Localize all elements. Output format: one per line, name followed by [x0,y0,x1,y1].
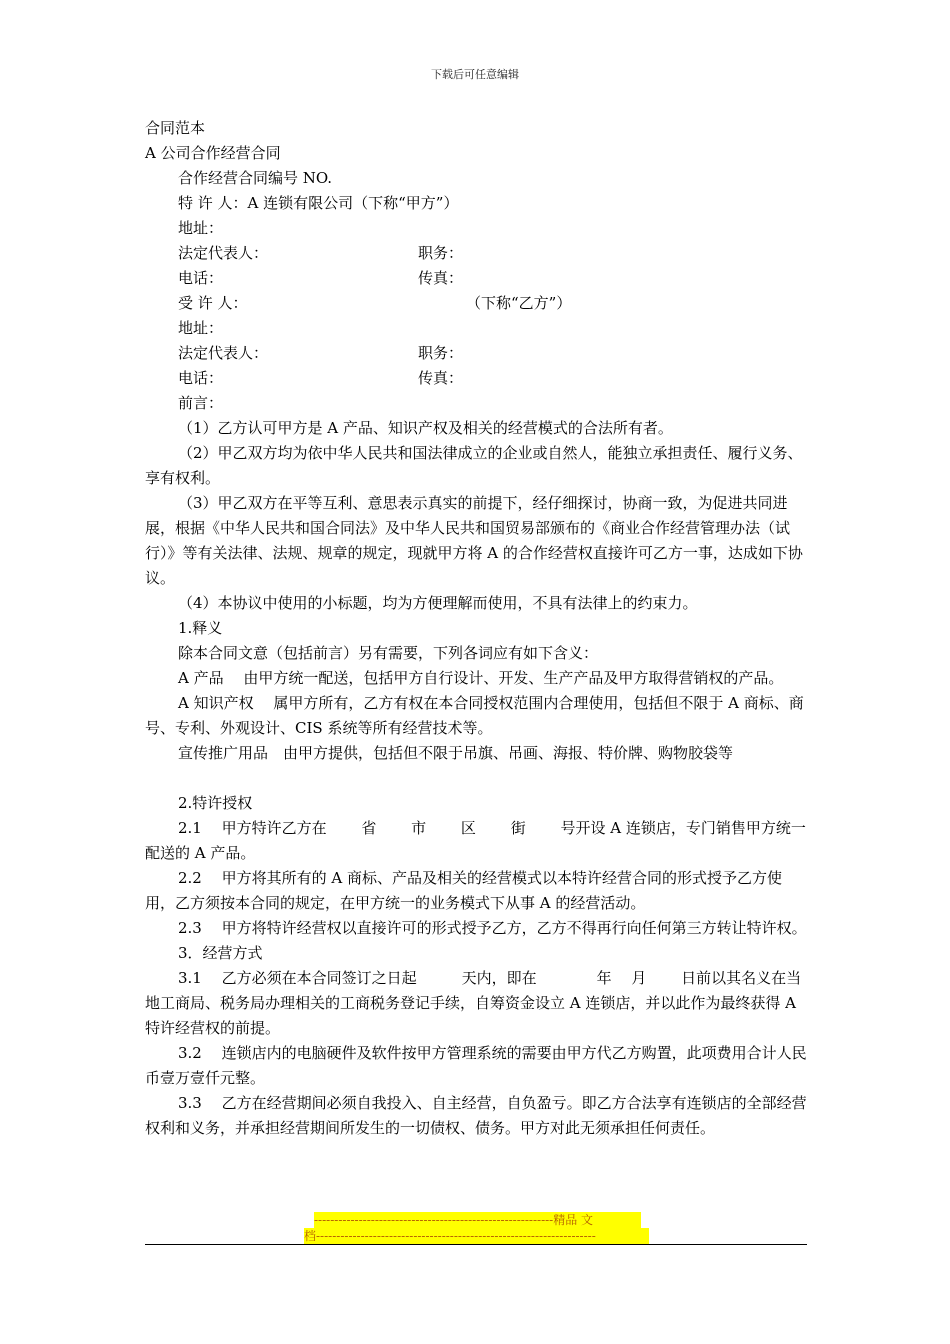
section-2-title: 2.特许授权 [178,794,253,812]
licensor-rep-label: 法定代表人： [178,244,269,262]
licensor-rep-row [145,241,807,266]
section-1-intro: 除本合同文意（包括前言）另有需要，下列各词应有如下含义： [178,644,599,662]
licensor-address: 地址： [178,219,224,237]
watermark-line-2: 档--------------------------------------------------------------------- [304,1228,649,1244]
licensee-fax-label: 传真： [418,369,464,387]
clause-2-3: 2.3 甲方将特许经营权以直接许可的形式授予乙方，乙方不得再行向任何第三方转让特许权。 [178,919,807,937]
clause-3-3: 3.3 乙方在经营期间必须自我投入、自主经营，自负盈亏。即乙方合法享有连锁店的全部经营权利和义务，并承担经营期间所发生的一切债权、债务。甲方对此无须承担任何责任。 [145,1094,807,1137]
footer-rule [145,1244,807,1245]
preface-label: 前言： [178,394,224,412]
doc-title-contract: A 公司合作经营合同 [145,144,281,162]
licensee-row [145,291,807,316]
section-3-title: 3．经营方式 [178,944,263,962]
licensee-rep-label: 法定代表人： [178,344,269,362]
licensor-phone-row [145,266,807,291]
definition-promo: 宣传推广用品 由甲方提供，包括但不限于吊旗、吊画、海报、特价牌、购物胶袋等 [178,744,734,762]
contract-body [145,116,807,1141]
licensee-position-label: 职务： [418,344,464,362]
licensee-label: 受 许 人： [178,294,248,312]
preface-item-3: （3）甲乙双方在平等互利、意思表示真实的前提下，经仔细探讨，协商一致，为促进共同进展，根据《中华人民共和国合同法》及中华人民共和国贸易部颁布的《商业合作经营管理办法（试行）》等有关法律、法规、规章的规定，现就甲方将 A 的合作经营权直接许可乙方一事，达成如下协议。 [145,494,803,587]
clause-3-2: 3.2 连锁店内的电脑硬件及软件按甲方管理系统的需要由甲方代乙方购置，此项费用合计人民币壹万壹仟元整。 [145,1044,807,1087]
licensor-line: 特 许 人：A 连锁有限公司（下称“甲方”） [178,194,459,212]
licensor-position-label: 职务： [418,244,464,262]
header-note: 下载后可任意编辑 [431,68,519,81]
licensor-fax-label: 传真： [418,269,464,287]
blank-line [145,766,807,791]
licensee-alias: （下称“乙方”） [466,294,572,312]
watermark-banner [304,1212,649,1244]
definition-a-product: A 产品 由甲方统一配送，包括甲方自行设计、开发、生产产品及甲方取得营销权的产品。 [178,669,784,687]
licensee-address: 地址： [178,319,224,337]
clause-2-2: 2.2 甲方将其所有的 A 商标、产品及相关的经营模式以本特许经营合同的形式授予乙方使用，乙方须按本合同的规定，在甲方统一的业务模式下从事 A 的经营活动。 [145,869,782,912]
licensee-phone-label: 电话： [178,369,224,387]
preface-item-1: （1）乙方认可甲方是 A 产品、知识产权及相关的经营模式的合法所有者。 [178,419,673,437]
definition-ip: A 知识产权 属甲方所有，乙方有权在本合同授权范围内合理使用，包括但不限于 A 商标、商号、专利、外观设计、CIS 系统等所有经营技术等。 [145,694,804,737]
licensor-phone-label: 电话： [178,269,224,287]
section-1-title: 1.释义 [178,619,223,637]
doc-title-template: 合同范本 [145,119,206,137]
preface-item-2: （2）甲乙双方均为依中华人民共和国法律成立的企业或自然人，能独立承担责任、履行义务、享有权利。 [145,444,803,487]
preface-item-4: （4）本协议中使用的小标题，均为方便理解而使用，不具有法律上的约束力。 [178,594,698,612]
licensee-phone-row [145,366,807,391]
contract-number: 合作经营合同编号 NO. [178,169,333,187]
licensee-rep-row [145,341,807,366]
clause-2-1: 2.1 甲方特许乙方在 省 市 区 街 号开设 A 连锁店，专门销售甲方统一配送的 A 产品。 [145,819,806,862]
clause-3-1: 3.1 乙方必须在本合同签订之日起 天内，即在 年 月 日前以其名义在当地工商局、税务局办理相关的工商税务登记手续，自筹资金设立 A 连锁店，并以此作为最终获得 A 特许经营权的前提。 [145,969,802,1037]
watermark-line-1: -----------------------------------------------------------精品 文 [314,1212,641,1228]
